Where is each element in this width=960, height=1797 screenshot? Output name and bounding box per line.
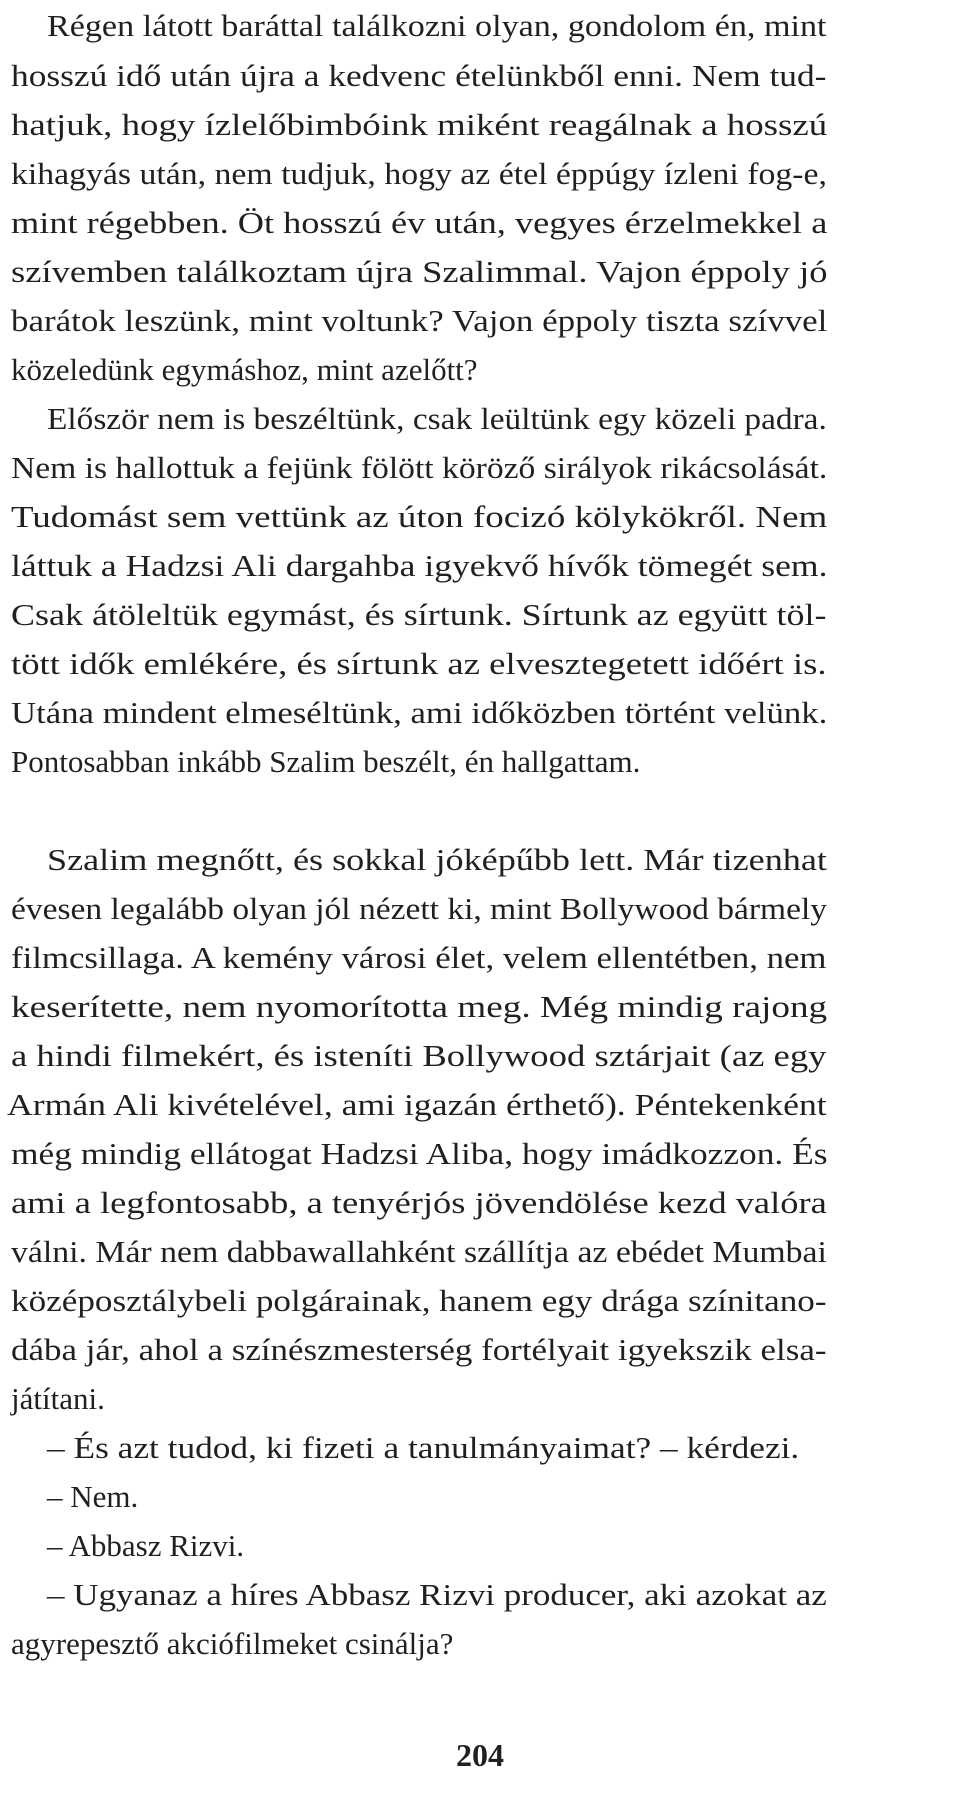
text-line: tött idők emlékére, és sírtunk az elvesztegetett időért is.: [11, 646, 827, 681]
text-line: láttuk a Hadzsi Ali dargahba igyekvő hívők tömegét sem.: [11, 548, 828, 583]
text-line: agyrepesztő akciófilmeket csinálja?: [11, 1626, 454, 1661]
dialogue-line: – Ugyanaz a híres Abbasz Rizvi producer, aki azokat az: [47, 1577, 827, 1612]
page-number: 204: [456, 1737, 504, 1773]
text-line: Utána mindent elmeséltünk, ami időközben történt velünk.: [11, 695, 828, 730]
text-line: Szalim megnőtt, és sokkal jóképűbb lett. Már tizenhat: [47, 842, 827, 877]
text-line: évesen legalább olyan jól nézett ki, mint Bollywood bármely: [11, 891, 828, 926]
text-line: keserítette, nem nyomorította meg. Még mindig rajong: [11, 989, 828, 1024]
dialogue-line: – Nem.: [47, 1479, 139, 1514]
text-line: Régen látott baráttal találkozni olyan, gondolom én, mint: [47, 8, 827, 43]
text-line: hatjuk, hogy ízlelőbimbóink miként reagálnak a hosszú: [11, 107, 828, 142]
text-line: Pontosabban inkább Szalim beszélt, én hallgattam.: [11, 744, 641, 779]
dialogue-line: – És azt tudod, ki fizeti a tanulmányaimat? – kérdezi.: [47, 1430, 800, 1465]
text-line: a hindi filmekért, és isteníti Bollywood sztárjait (az egy: [11, 1038, 827, 1073]
text-line: mint régebben. Öt hosszú év után, vegyes érzelmekkel a: [11, 205, 828, 240]
text-line: Tudomást sem vettünk az úton focizó kölykökről. Nem: [11, 499, 828, 534]
dialogue-line: – Abbasz Rizvi.: [47, 1528, 245, 1563]
text-line: ami a legfontosabb, a tenyérjós jövendölése kezd valóra: [11, 1185, 827, 1220]
text-line: játítani.: [11, 1381, 105, 1416]
text-line: szívemben találkoztam újra Szalimmal. Vajon éppoly jó: [11, 254, 828, 289]
text-line: filmcsillaga. A kemény városi élet, velem ellentétben, nem: [11, 940, 827, 975]
text-line: Armán Ali kivételével, ami igazán érthető). Péntekenként: [7, 1087, 827, 1122]
text-line: középosztálybeli polgárainak, hanem egy drága színitano-: [11, 1283, 827, 1318]
text-line: Csak átöleltük egymást, és sírtunk. Sírtunk az együtt töl-: [11, 597, 827, 632]
text-line: dába jár, ahol a színészmesterség fortélyait igyekszik elsa-: [11, 1332, 827, 1367]
text-line: válni. Már nem dabbawallahként szállítja az ebédet Mumbai: [11, 1234, 827, 1269]
text-line: hosszú idő után újra a kedvenc ételünkből enni. Nem tud-: [11, 58, 827, 93]
text-line: még mindig ellátogat Hadzsi Aliba, hogy imádkozzon. És: [11, 1136, 828, 1171]
text-line: Nem is hallottuk a fejünk fölött köröző sirályok rikácsolását.: [11, 450, 828, 485]
text-line: Először nem is beszéltünk, csak leültünk egy közeli padra.: [47, 401, 827, 436]
text-line: barátok leszünk, mint voltunk? Vajon éppoly tiszta szívvel: [11, 303, 828, 338]
text-line: közeledünk egymáshoz, mint azelőtt?: [11, 352, 478, 387]
book-page: [7, 0, 951, 1797]
text-line: kihagyás után, nem tudjuk, hogy az étel éppúgy ízleni fog-e,: [11, 156, 827, 191]
